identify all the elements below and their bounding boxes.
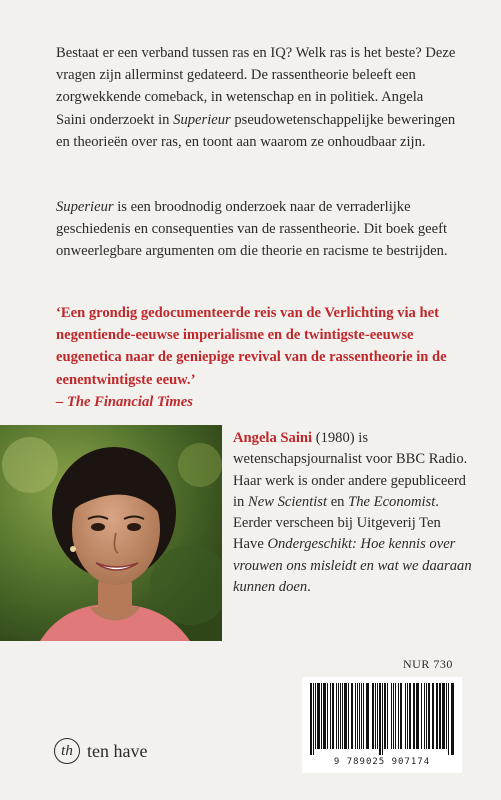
barcode-bar xyxy=(432,683,434,749)
barcode-bar xyxy=(424,683,425,749)
author-bio xyxy=(233,428,473,598)
barcode-bar xyxy=(359,683,360,749)
barcode-bar xyxy=(317,683,320,749)
barcode-bar xyxy=(393,683,394,749)
barcode-bar xyxy=(340,683,341,749)
barcode-bar xyxy=(330,683,331,749)
barcode-bar xyxy=(375,683,376,749)
barcode-bar xyxy=(400,683,402,749)
review-quote-source: – The Financial Times xyxy=(56,393,193,410)
barcode-bar xyxy=(361,683,362,749)
barcode-bar xyxy=(336,683,337,749)
barcode-bar xyxy=(436,683,438,749)
review-quote-text: ‘Een grondig gedocumenteerde reis van de Verlichting via het negentiende-eeuwse imperialisme en de twintigste-eeuwse eugenetica naar de geniepige revival van de rassentheorie in de eenentwintigste eeuw.’ xyxy=(56,305,447,388)
barcode-bar xyxy=(310,683,312,755)
publisher-name: ten have xyxy=(87,740,148,761)
barcode-bar xyxy=(332,683,334,749)
barcode-bar xyxy=(384,683,386,749)
blurb-p1-text-b: pseudowetenschappelijke beweringen en theorieën over ras, en toont aan waarom ze onhoudbaar zijn. xyxy=(56,111,456,150)
bio-text-1: (1980) is wetenschapsjournalist voor BBC Radio. Haar werk is onder andere gepubliceerd in xyxy=(233,430,468,510)
blurb-paragraph-2 xyxy=(56,196,456,263)
blurb-p1-text-a: Bestaat er een verband tussen ras en IQ? Welk ras is het beste? Deze vragen zijn allerminst gedateerd. De rassentheorie beleeft een zorgwekkende comeback, in wetenschap en in politiek. Angela Saini onderzoekt in xyxy=(56,45,456,128)
barcode-bar xyxy=(377,683,378,749)
barcode-bar xyxy=(395,683,396,749)
nur-code: NUR 730 xyxy=(403,657,453,671)
barcode-bar xyxy=(391,683,392,749)
bio-publication-1: New Scientist xyxy=(248,493,328,510)
bio-previous-book: Ondergeschikt: Hoe kennis over vrouwen ons misleidt en wat we daaraan kunnen doen xyxy=(233,536,472,596)
barcode-bar xyxy=(421,683,422,749)
barcode-bar xyxy=(387,683,388,749)
barcode-bar xyxy=(355,683,356,749)
barcode xyxy=(302,677,462,773)
bio-text-2: en xyxy=(327,493,349,510)
author-photo-image xyxy=(0,425,222,641)
barcode-bar xyxy=(382,683,383,755)
barcode-bar xyxy=(405,683,406,749)
barcode-bar xyxy=(442,683,445,749)
barcode-bar xyxy=(407,683,408,749)
barcode-bar xyxy=(446,683,447,749)
barcode-bars xyxy=(310,683,454,755)
bio-publication-2: The Economist xyxy=(348,493,436,510)
review-quote xyxy=(56,302,462,413)
publisher-logo xyxy=(54,736,147,766)
barcode-bar xyxy=(413,683,415,749)
publisher-mark-icon: th xyxy=(54,738,80,764)
barcode-bar xyxy=(439,683,441,749)
barcode-bar xyxy=(451,683,454,755)
blurb-p2-book-title: Superieur xyxy=(56,199,114,215)
barcode-bar xyxy=(372,683,374,749)
barcode-bar xyxy=(321,683,322,749)
barcode-bar xyxy=(344,683,347,749)
author-photo xyxy=(0,425,222,641)
barcode-bar xyxy=(357,683,358,749)
barcode-bar xyxy=(351,683,353,749)
blurb-paragraph-1 xyxy=(56,42,456,153)
barcode-bar xyxy=(363,683,364,749)
author-name: Angela Saini xyxy=(233,430,313,446)
barcode-bar xyxy=(426,683,427,749)
bio-text-4: . xyxy=(307,579,311,596)
barcode-bar xyxy=(323,683,326,749)
bio-text-3: . Eerder verscheen bij Uitgeverij Ten Have xyxy=(233,493,441,553)
barcode-bar xyxy=(327,683,328,749)
barcode-bar xyxy=(398,683,399,749)
blurb-p2-text: is een broodnodig onderzoek naar de verraderlijke geschiedenis en consequenties van de rassentheorie. Dit boek geeft onweerlegbare argumenten om die theorie en racisme te bestrijden. xyxy=(56,199,448,260)
barcode-bar xyxy=(409,683,411,749)
barcode-bar xyxy=(348,683,349,749)
barcode-bar xyxy=(338,683,339,749)
barcode-bar xyxy=(315,683,316,749)
barcode-bar xyxy=(416,683,419,749)
barcode-bar xyxy=(379,683,381,755)
isbn-number: 9 789025 907174 xyxy=(333,757,431,767)
barcode-bar xyxy=(342,683,343,749)
barcode-bar xyxy=(366,683,369,749)
barcode-bar xyxy=(313,683,314,755)
barcode-bar xyxy=(428,683,430,749)
blurb-p1-book-title: Superieur xyxy=(173,111,231,128)
barcode-bar xyxy=(448,683,449,755)
